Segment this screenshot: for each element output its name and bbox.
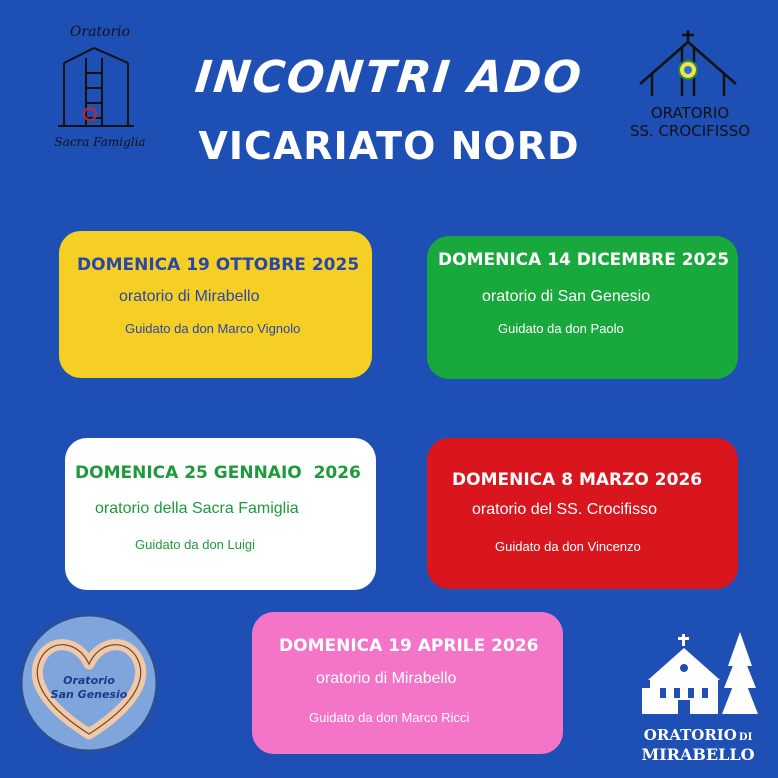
event-date: DOMENICA 8 MARZO 2026 — [452, 470, 703, 490]
event-card-3 — [65, 438, 376, 590]
event-place: oratorio della Sacra Famiglia — [95, 500, 299, 517]
event-guide: Guidato da don Vincenzo — [495, 539, 641, 554]
event-place: oratorio di Mirabello — [119, 288, 260, 305]
logo-mirabello — [640, 628, 760, 768]
page-title: INCONTRI ADO — [192, 52, 586, 103]
logo-san-genesio-line1: Oratorio — [63, 674, 115, 687]
event-guide: Guidato da don Luigi — [135, 537, 255, 552]
tree-icon — [722, 632, 758, 714]
event-date: DOMENICA 19 APRILE 2026 — [279, 636, 539, 656]
logo-ss-crocifisso — [630, 28, 750, 143]
logo-mirabello-line2: MIRABELLO — [641, 745, 755, 764]
logo-sacra-famiglia — [50, 18, 150, 153]
logo-sacra-famiglia-line1: Oratorio — [69, 24, 131, 40]
event-date: DOMENICA 19 OTTOBRE 2025 — [77, 255, 360, 275]
logo-san-genesio — [18, 612, 160, 754]
logo-sacra-famiglia-line2: Sacra Famiglia — [54, 135, 146, 149]
page-subtitle: VICARIATO NORD — [198, 124, 580, 168]
event-card-5 — [252, 612, 563, 754]
event-date: DOMENICA 25 GENNAIO 2026 — [75, 463, 361, 483]
event-place: oratorio di Mirabello — [316, 670, 457, 687]
event-card-2 — [427, 236, 738, 379]
logo-ss-crocifisso-line2: SS. CROCIFISSO — [630, 122, 750, 140]
logo-ss-crocifisso-line1: ORATORIO — [650, 104, 730, 122]
event-guide: Guidato da don Marco Vignolo — [125, 321, 301, 336]
event-place: oratorio di San Genesio — [482, 288, 651, 305]
logo-san-genesio-line2: San Genesio — [50, 688, 128, 701]
event-guide: Guidato da don Paolo — [498, 321, 624, 336]
event-card-4 — [427, 438, 738, 589]
event-date: DOMENICA 14 DICEMBRE 2025 — [438, 250, 730, 270]
logo-mirabello-line1: ORATORIO DI — [643, 726, 753, 744]
event-card-1 — [59, 231, 372, 378]
event-place: oratorio del SS. Crocifisso — [472, 501, 657, 518]
event-guide: Guidato da don Marco Ricci — [309, 710, 470, 725]
